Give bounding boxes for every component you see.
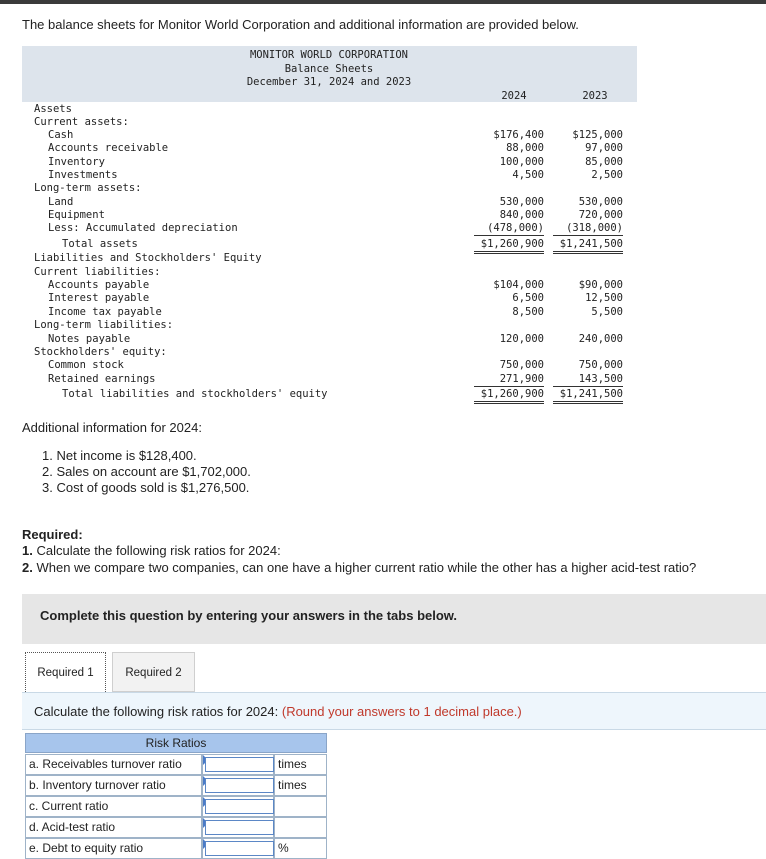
value-2023: $90,000 — [578, 279, 623, 291]
row-label: Equipment — [48, 209, 105, 221]
ratio-unit — [274, 817, 327, 838]
ratio-answer-input[interactable] — [205, 820, 274, 835]
instructions-box — [22, 594, 766, 644]
row-label: Current assets: — [34, 116, 129, 128]
row-label: Liabilities and Stockholders' Equity — [34, 252, 262, 264]
value-2023: 97,000 — [585, 142, 623, 154]
balance-sheet-row — [22, 169, 637, 182]
panel-instruction — [34, 704, 522, 719]
balance-sheet-row — [22, 129, 637, 142]
balance-sheet-row — [22, 306, 637, 319]
balance-sheet-header — [22, 46, 637, 102]
required-item-text: When we compare two companies, can one have a higher current ratio while the other has a higher acid-test ratio? — [36, 560, 697, 575]
ratio-row — [25, 754, 327, 775]
row-label: Accounts receivable — [48, 142, 169, 154]
year-2023-header: 2023 — [582, 90, 608, 102]
value-2023: $1,241,500 — [553, 238, 623, 254]
ratio-label: b. Inventory turnover ratio — [25, 775, 202, 796]
balance-sheet-row — [22, 252, 637, 265]
required-item-1 — [22, 543, 281, 558]
ratio-row — [25, 817, 327, 838]
tab-required-1[interactable]: Required 1 — [25, 652, 106, 692]
ratio-input-cell — [202, 775, 274, 796]
balance-sheet-row — [22, 373, 637, 386]
top-bar — [0, 0, 766, 4]
company-name: MONITOR WORLD CORPORATION — [249, 49, 409, 61]
row-label: Investments — [48, 169, 118, 181]
required-item-2 — [22, 560, 696, 575]
required-item-number: 1. — [22, 543, 33, 558]
rounding-note: (Round your answers to 1 decimal place.) — [281, 704, 522, 719]
row-label: Income tax payable — [48, 306, 162, 318]
ratio-answer-input[interactable] — [205, 841, 274, 856]
balance-sheet-row — [22, 222, 637, 235]
row-label: Long-term assets: — [34, 182, 142, 194]
value-2024: 6,500 — [512, 292, 544, 304]
value-2024: $104,000 — [493, 279, 544, 291]
balance-sheet — [22, 46, 637, 406]
ratio-answer-input[interactable] — [205, 757, 274, 772]
ratio-row — [25, 796, 327, 817]
value-2024: 271,900 — [474, 373, 544, 387]
balance-sheet-row — [22, 359, 637, 372]
statement-title: Balance Sheets — [284, 63, 374, 75]
value-2024: $1,260,900 — [474, 238, 544, 254]
value-2024: 4,500 — [512, 169, 544, 181]
value-2024: 750,000 — [499, 359, 544, 371]
required-item-number: 2. — [22, 560, 33, 575]
row-label: Cash — [48, 129, 74, 141]
balance-sheet-row — [22, 209, 637, 222]
row-label: Interest payable — [48, 292, 150, 304]
row-label: Accounts payable — [48, 279, 150, 291]
row-label: Land — [48, 196, 74, 208]
value-2023: 750,000 — [578, 359, 623, 371]
value-2024: 88,000 — [506, 142, 544, 154]
ratio-label: a. Receivables turnover ratio — [25, 754, 202, 775]
value-2024: 530,000 — [499, 196, 544, 208]
row-label: Notes payable — [48, 333, 131, 345]
row-label: Less: Accumulated depreciation — [48, 222, 238, 234]
value-2023: $125,000 — [572, 129, 623, 141]
row-label: Total assets — [62, 238, 138, 250]
value-2024: 8,500 — [512, 306, 544, 318]
row-label: Inventory — [48, 156, 105, 168]
value-2023: 240,000 — [578, 333, 623, 345]
risk-ratios-header: Risk Ratios — [25, 733, 327, 753]
row-label: Stockholders' equity: — [34, 346, 167, 358]
value-2024: $176,400 — [493, 129, 544, 141]
ratio-unit: times — [274, 754, 327, 775]
value-2023: 85,000 — [585, 156, 623, 168]
value-2023: 5,500 — [591, 306, 623, 318]
value-2023: 143,500 — [553, 373, 623, 387]
row-label: Retained earnings — [48, 373, 156, 385]
balance-sheet-row — [22, 346, 637, 359]
value-2024: 100,000 — [499, 156, 544, 168]
additional-info-list — [42, 448, 251, 496]
balance-sheet-row — [22, 238, 637, 251]
balance-sheet-row — [22, 103, 637, 116]
ratio-input-cell — [202, 817, 274, 838]
required-item-text: Calculate the following risk ratios for 2024: — [36, 543, 281, 558]
row-label: Total liabilities and stockholders' equity — [62, 388, 328, 400]
balance-sheet-row — [22, 279, 637, 292]
ratio-label: d. Acid-test ratio — [25, 817, 202, 838]
ratio-label: c. Current ratio — [25, 796, 202, 817]
ratio-answer-input[interactable] — [205, 799, 274, 814]
additional-item: 2. Sales on account are $1,702,000. — [42, 464, 251, 479]
value-2024: (478,000) — [474, 222, 544, 236]
ratio-answer-input[interactable] — [205, 778, 274, 793]
row-label: Current liabilities: — [34, 266, 161, 278]
year-2024-header: 2024 — [501, 90, 527, 102]
balance-sheet-row — [22, 156, 637, 169]
value-2023: 12,500 — [585, 292, 623, 304]
balance-sheet-row — [22, 142, 637, 155]
tab-required-2[interactable]: Required 2 — [112, 652, 195, 692]
value-2023: (318,000) — [553, 222, 623, 236]
balance-sheet-row — [22, 182, 637, 195]
row-label: Long-term liabilities: — [34, 319, 174, 331]
row-label: Common stock — [48, 359, 124, 371]
ratio-unit: times — [274, 775, 327, 796]
additional-item: 1. Net income is $128,400. — [42, 448, 197, 463]
ratio-input-cell — [202, 754, 274, 775]
value-2024: 840,000 — [499, 209, 544, 221]
complete-instruction: Complete this question by entering your answers in the tabs below. — [40, 608, 458, 623]
additional-item: 3. Cost of goods sold is $1,276,500. — [42, 480, 250, 495]
balance-sheet-row — [22, 319, 637, 332]
ratio-label: e. Debt to equity ratio — [25, 838, 202, 859]
statement-date: December 31, 2024 and 2023 — [246, 76, 412, 88]
required-heading: Required: — [22, 527, 83, 542]
value-2023: 2,500 — [591, 169, 623, 181]
value-2023: $1,241,500 — [553, 388, 623, 404]
ratio-row — [25, 775, 327, 796]
value-2023: 530,000 — [578, 196, 623, 208]
instruction-text: Calculate the following risk ratios for 2024: — [34, 704, 279, 719]
balance-sheet-row — [22, 292, 637, 305]
balance-sheet-row — [22, 196, 637, 209]
value-2024: 120,000 — [499, 333, 544, 345]
value-2023: 720,000 — [578, 209, 623, 221]
tab-panel-instruction — [22, 692, 766, 730]
balance-sheet-row — [22, 388, 637, 401]
additional-info-heading: Additional information for 2024: — [22, 420, 202, 435]
balance-sheet-row — [22, 333, 637, 346]
row-label: Assets — [34, 103, 72, 115]
value-2024: $1,260,900 — [474, 388, 544, 404]
intro-text: The balance sheets for Monitor World Corporation and additional information are provided below. — [22, 17, 579, 32]
ratio-unit: % — [274, 838, 327, 859]
ratio-unit — [274, 796, 327, 817]
balance-sheet-row — [22, 266, 637, 279]
ratio-input-cell — [202, 796, 274, 817]
balance-sheet-row — [22, 116, 637, 129]
